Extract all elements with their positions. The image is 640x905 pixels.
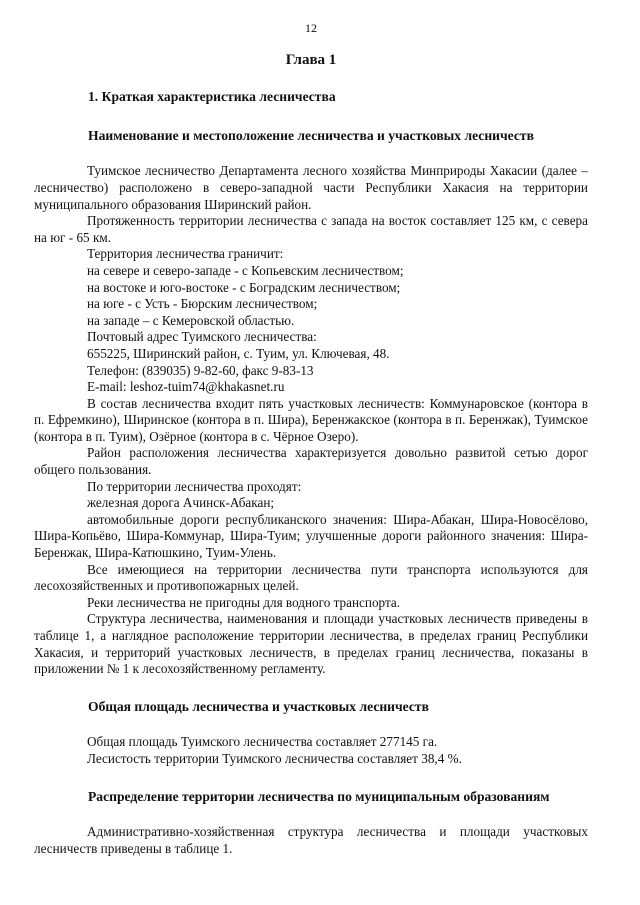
heading-distribution: Распределение территории лесничества по муниципальным образованиям <box>88 788 550 804</box>
page-number: 12 <box>305 21 317 35</box>
postal-address: 655225, Ширинский район, с. Туим, ул. Ключевая, 48. <box>87 345 390 361</box>
phone-line: Телефон: (839035) 9-82-60, факс 9-83-13 <box>87 362 314 378</box>
transit-intro: По территории лесничества проходят: <box>87 478 302 494</box>
railway-line: железная дорога Ачинск-Абакан; <box>87 495 275 511</box>
paragraph-extent: Протяженность территории лесничества с запада на восток составляет 125 км, с севера на юг - 65 км. <box>34 213 588 245</box>
border-west: на западе – с Кемеровской областью. <box>87 312 295 328</box>
address-intro: Почтовый адрес Туимского лесничества: <box>87 329 317 345</box>
paragraph-location: Туимское лесничество Департамента лесного хозяйства Минприроды Хакасии (далее – лесничество) расположено в северо-западной части Республики Хакасия на территории муниципального образования Ширинский район. <box>34 163 588 212</box>
email-line: E-mail: leshoz-tuim74@khakasnet.ru <box>87 379 285 395</box>
paragraph-distribution: Административно-хозяйственная структура лесничества и площади участковых лесничеств приведены в таблице 1. <box>34 824 588 856</box>
total-area-line: Общая площадь Туимского лесничества составляет 277145 га. <box>87 734 438 750</box>
border-south: на юге - с Усть - Бюрским лесничеством; <box>87 296 318 312</box>
paragraph-highways: автомобильные дороги республиканского значения: Шира-Абакан, Шира-Новосёлово, Шира-Копьёво, Шира-Коммунар, Шира-Туим; улучшенные дороги районного значения: Шира-Беренжак, Шира-Катюшкино, Туим-Улень. <box>34 511 588 561</box>
paragraph-structure: Структура лесничества, наименования и площади участковых лесничеств приведены в таблице 1, а наглядное расположение территории лесничества, в пределах границ Республики Хакасия, и территорий участковых лесничеств, в пределах границ лесничества, показаны в приложении № 1 к лесохозяйственному регламенту. <box>34 611 588 677</box>
paragraph-usage: Все имеющиеся на территории лесничества пути транспорта используются для лесохозяйственных и противопожарных целей. <box>34 561 588 594</box>
heading-area: Общая площадь лесничества и участковых лесничеств <box>88 698 429 714</box>
forest-cover-line: Лесистость территории Туимского лесничества составляет 38,4 %. <box>87 750 462 766</box>
paragraph-rivers: Реки лесничества не пригодны для водного транспорта. <box>87 594 401 610</box>
paragraph-districts: В состав лесничества входит пять участковых лесничеств: Коммунаровское (контора в п. Ефремкино), Ширинское (контора в п. Шира), Беренжакское (контора в п. Беренжак), Туимское (контора в п. Туим), Озёрное (контора в с. Чёрное Озеро). <box>34 395 588 444</box>
chapter-title: Глава 1 <box>285 51 337 68</box>
section-title: 1. Краткая характеристика лесничества <box>88 89 336 105</box>
border-east: на востоке и юго-востоке - с Боградским лесничеством; <box>87 279 401 295</box>
paragraph-roads: Район расположения лесничества характеризуется довольно развитой сетью дорог общего пользования. <box>34 445 588 478</box>
border-north: на севере и северо-западе - с Копьевским лесничеством; <box>87 262 404 278</box>
heading-location: Наименование и местоположение лесничества и участковых лесничеств <box>88 127 534 143</box>
borders-intro: Территория лесничества граничит: <box>87 246 284 262</box>
